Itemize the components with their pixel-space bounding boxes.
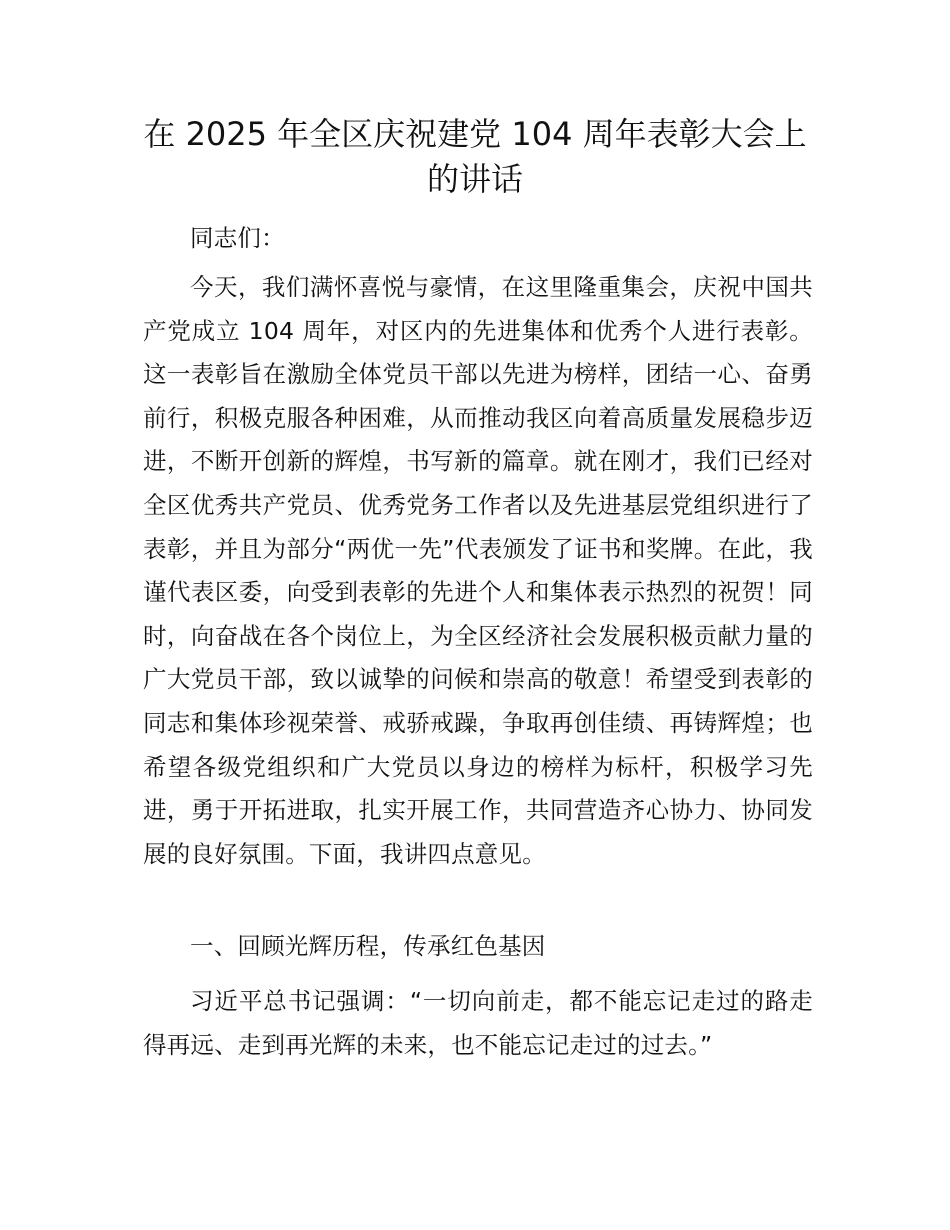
section-heading: 一、回顾光辉历程，传承红色基因 [190,932,546,960]
opening-paragraph: 今天，我们满怀喜悦与豪情，在这里隆重集会，庆祝中国共产党成立 104 周年，对区内的先进集体和优秀个人进行表彰。这一表彰旨在激励全体党员干部以先进为榜样，团结一心、奋勇前行，积极克服各种困难，从而推动我区向着高质量发展稳步迈进，不断开创新的辉煌，书写新的篇章。就在刚才，我们已经对全区优秀共产党员、优秀党务工作者以及先进基层党组织进行了表彰，并且为部分“两优一先”代表颁发了证书和奖牌。在此，我谨代表区委，向受到表彰的先进个人和集体表示热烈的祝贺！同时，向奋战在各个岗位上，为全区经济社会发展积极贡献力量的广大党员干部，致以诚挚的问候和崇高的敬意！希望受到表彰的同志和集体珍视荣誉、戒骄戒躁，争取再创佳绩、再铸辉煌；也希望各级党组织和广大党员以身边的榜样为标杆，积极学习先进，勇于开拓进取，扎实开展工作，共同营造齐心协力、协同发展的良好氛围。下面，我讲四点意见。 [143,273,813,868]
greeting-paragraph: 同志们： [190,224,285,252]
section-paragraph: 习近平总书记强调：“一切向前走，都不能忘记走过的路走得再远、走到再光辉的未来，也不能忘记走过的过去。” [143,987,813,1059]
speech-title: 在 2025 年全区庆祝建党 104 周年表彰大会上的讲话 [143,115,807,198]
